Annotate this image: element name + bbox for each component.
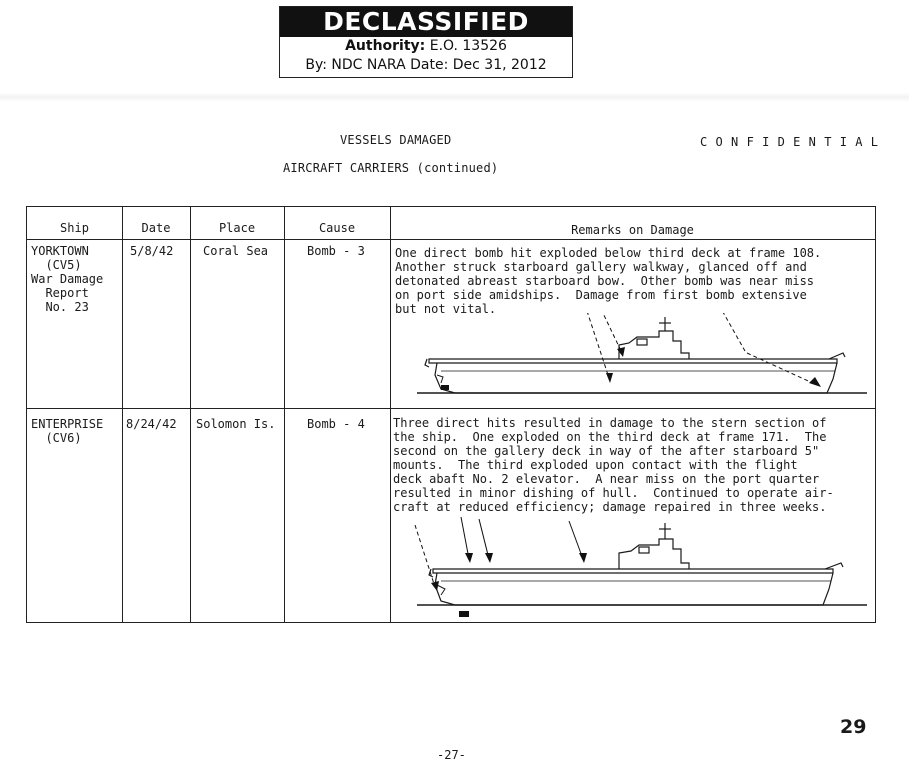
column-divider (284, 207, 285, 622)
page-title: VESSELS DAMAGED (340, 133, 452, 147)
declassified-stamp (279, 6, 573, 78)
page-footer: -27- (437, 748, 466, 762)
page-subtitle: AIRCRAFT CARRIERS (continued) (283, 161, 499, 175)
row2-remarks: Three direct hits resulted in damage to the stern section of the ship. One exploded on the third deck at frame 171. The second on the gallery deck in way of the after starboard 5" mounts. The third exploded upon contact with the flight deck abaft No. 2 elevator. A near miss on the port quarter resulted in minor dishing of hull. Continued to operate air- craft at reduced efficiency; damage repaired in three weeks. (393, 416, 834, 514)
page-number: 29 (840, 716, 867, 738)
row1-cause: Bomb - 3 (307, 244, 365, 258)
row1-date: 5/8/42 (130, 244, 174, 258)
stamp-authority-value: E.O. 13526 (429, 38, 507, 54)
classification-label: CONFIDENTIAL (700, 135, 887, 149)
header-ship: Ship (60, 221, 89, 235)
stamp-title: DECLASSIFIED (280, 7, 572, 37)
yorktown-damage-diagram (397, 313, 872, 403)
header-date: Date (141, 221, 171, 235)
row2-cause: Bomb - 4 (307, 417, 365, 431)
stamp-by-line: By: NDC NARA Date: Dec 31, 2012 (305, 57, 547, 73)
row-divider (27, 408, 875, 409)
row1-ship: YORKTOWN (CV5) War Damage Report No. 23 (31, 244, 104, 314)
damage-table (26, 206, 876, 623)
column-divider (122, 207, 123, 622)
enterprise-damage-diagram (397, 515, 872, 621)
row1-place: Coral Sea (203, 244, 269, 258)
row1-remarks: One direct bomb hit exploded below third deck at frame 108. Another struck starboard gallery walkway, glanced off and detonated abreast starboard bow. Other bomb was near miss on port side amidships. Damage from first bomb extensive but not vital. (395, 246, 822, 316)
row2-place: Solomon Is. (196, 417, 276, 431)
header-remarks: Remarks on Damage (571, 223, 694, 237)
column-divider (190, 207, 191, 622)
scan-band (0, 92, 909, 102)
stamp-authority (280, 37, 572, 56)
header-divider (27, 239, 875, 240)
row2-ship: ENTERPRISE (CV6) (31, 417, 104, 445)
row2-date: 8/24/42 (126, 417, 177, 431)
header-place: Place (218, 221, 256, 235)
column-divider (390, 207, 391, 622)
header-cause: Cause (318, 221, 356, 235)
stamp-authority-label: Authority: (345, 38, 426, 54)
